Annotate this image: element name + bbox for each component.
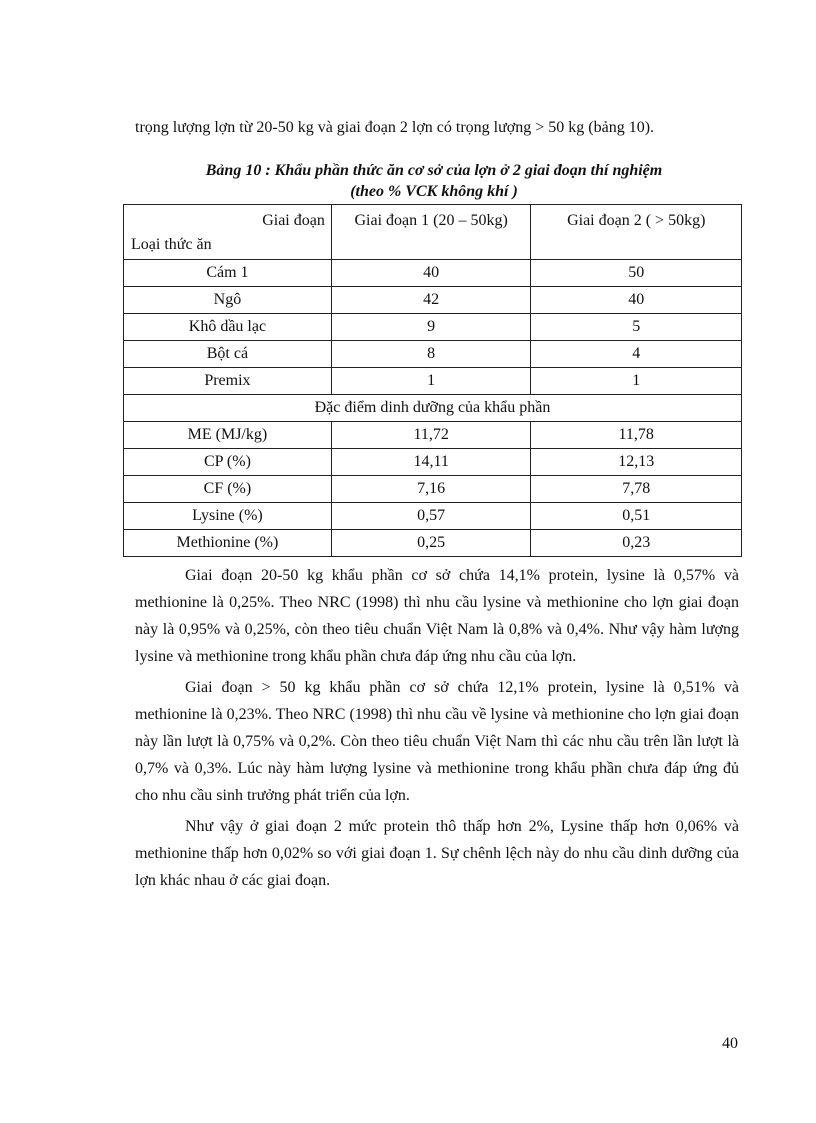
table-row <box>124 368 742 395</box>
stage-1-value: 40 <box>331 260 531 287</box>
corner-header-cell <box>124 205 332 260</box>
stage-2-value: 40 <box>531 287 742 314</box>
stage-1-value: 7,16 <box>331 476 531 503</box>
row-label: Bột cá <box>124 341 332 368</box>
section-label: Đặc điểm dinh dưỡng của khẩu phần <box>124 395 742 422</box>
stage-1-value: 42 <box>331 287 531 314</box>
caption-line-1: Bảng 10 : Khẩu phần thức ăn cơ sở của lợn ở 2 giai đoạn thí nghiệm <box>205 162 663 179</box>
stage-1-value: 9 <box>331 314 531 341</box>
paragraph-comparison: Như vậy ở giai đoạn 2 mức protein thô thấp hơn 2%, Lysine thấp hơn 0,06% và methionine thấp hơn 0,02% so với giai đoạn 1. Sự chênh lệch này do nhu cầu dinh dưỡng của lợn khác nhau ở các giai đoạn. <box>135 818 739 889</box>
paragraph-stage-2: Giai đoạn > 50 kg khẩu phần cơ sở chứa 12,1% protein, lysine là 0,51% và methionine là 0,23%. Theo NRC (1998) thì nhu cầu về lysine và methionine cho lợn giai đoạn này lần lượt là 0,75% và 0,2%. Còn theo tiêu chuẩn Việt Nam thì các nhu cầu trên lần lượt là 0,7% và 0,3%. Lúc này hàm lượng lysine và methionine trong khẩu phần chưa đáp ứng đủ cho nhu cầu sinh trưởng phát triển của lợn. <box>135 679 739 804</box>
feed-ration-table <box>123 204 742 557</box>
table-row <box>124 314 742 341</box>
stage-2-value: 50 <box>531 260 742 287</box>
row-label: ME (MJ/kg) <box>124 422 332 449</box>
table-row <box>124 422 742 449</box>
row-label: Khô dầu lạc <box>124 314 332 341</box>
stage-1-value: 8 <box>331 341 531 368</box>
stage-1-value: 0,25 <box>331 530 531 557</box>
row-label: Premix <box>124 368 332 395</box>
table-row <box>124 287 742 314</box>
stage-2-value: 7,78 <box>531 476 742 503</box>
stage-1-value: 0,57 <box>331 503 531 530</box>
table-caption <box>124 160 744 202</box>
corner-header-bottom: Loại thức ăn <box>131 236 212 253</box>
page-number: 40 <box>722 1035 738 1052</box>
table-row <box>124 260 742 287</box>
body-text <box>135 562 739 898</box>
intro-paragraph: trọng lượng lợn từ 20-50 kg và giai đoạn 2 lợn có trọng lượng > 50 kg (bảng 10). <box>135 119 655 136</box>
stage-1-value: 14,11 <box>331 449 531 476</box>
row-label: Lysine (%) <box>124 503 332 530</box>
row-label: CF (%) <box>124 476 332 503</box>
paragraph-stage-1: Giai đoạn 20-50 kg khẩu phần cơ sở chứa 14,1% protein, lysine là 0,57% và methionine là 0,25%. Theo NRC (1998) thì nhu cầu lysine và methionine cho lợn giai đoạn này là 0,95% và 0,25%, còn theo tiêu chuẩn Việt Nam là 0,8% và 0,4%. Như vậy hàm lượng lysine và methionine trong khẩu phần chưa đáp ứng nhu cầu của lợn. <box>135 567 739 665</box>
row-label: Cám 1 <box>124 260 332 287</box>
section-row <box>124 395 742 422</box>
table-row <box>124 341 742 368</box>
column-header-stage-2: Giai đoạn 2 ( > 50kg) <box>531 205 742 260</box>
stage-1-value: 1 <box>331 368 531 395</box>
corner-header-top: Giai đoạn <box>262 212 325 229</box>
row-label: CP (%) <box>124 449 332 476</box>
table-row <box>124 530 742 557</box>
table-header-row <box>124 205 742 260</box>
stage-2-value: 11,78 <box>531 422 742 449</box>
row-label: Ngô <box>124 287 332 314</box>
table-row <box>124 476 742 503</box>
stage-2-value: 0,51 <box>531 503 742 530</box>
caption-line-2: (theo % VCK không khí ) <box>350 183 518 200</box>
table-row <box>124 449 742 476</box>
stage-2-value: 0,23 <box>531 530 742 557</box>
stage-1-value: 11,72 <box>331 422 531 449</box>
stage-2-value: 12,13 <box>531 449 742 476</box>
stage-2-value: 5 <box>531 314 742 341</box>
table-row <box>124 503 742 530</box>
row-label: Methionine (%) <box>124 530 332 557</box>
stage-2-value: 4 <box>531 341 742 368</box>
stage-2-value: 1 <box>531 368 742 395</box>
column-header-stage-1: Giai đoạn 1 (20 – 50kg) <box>331 205 531 260</box>
